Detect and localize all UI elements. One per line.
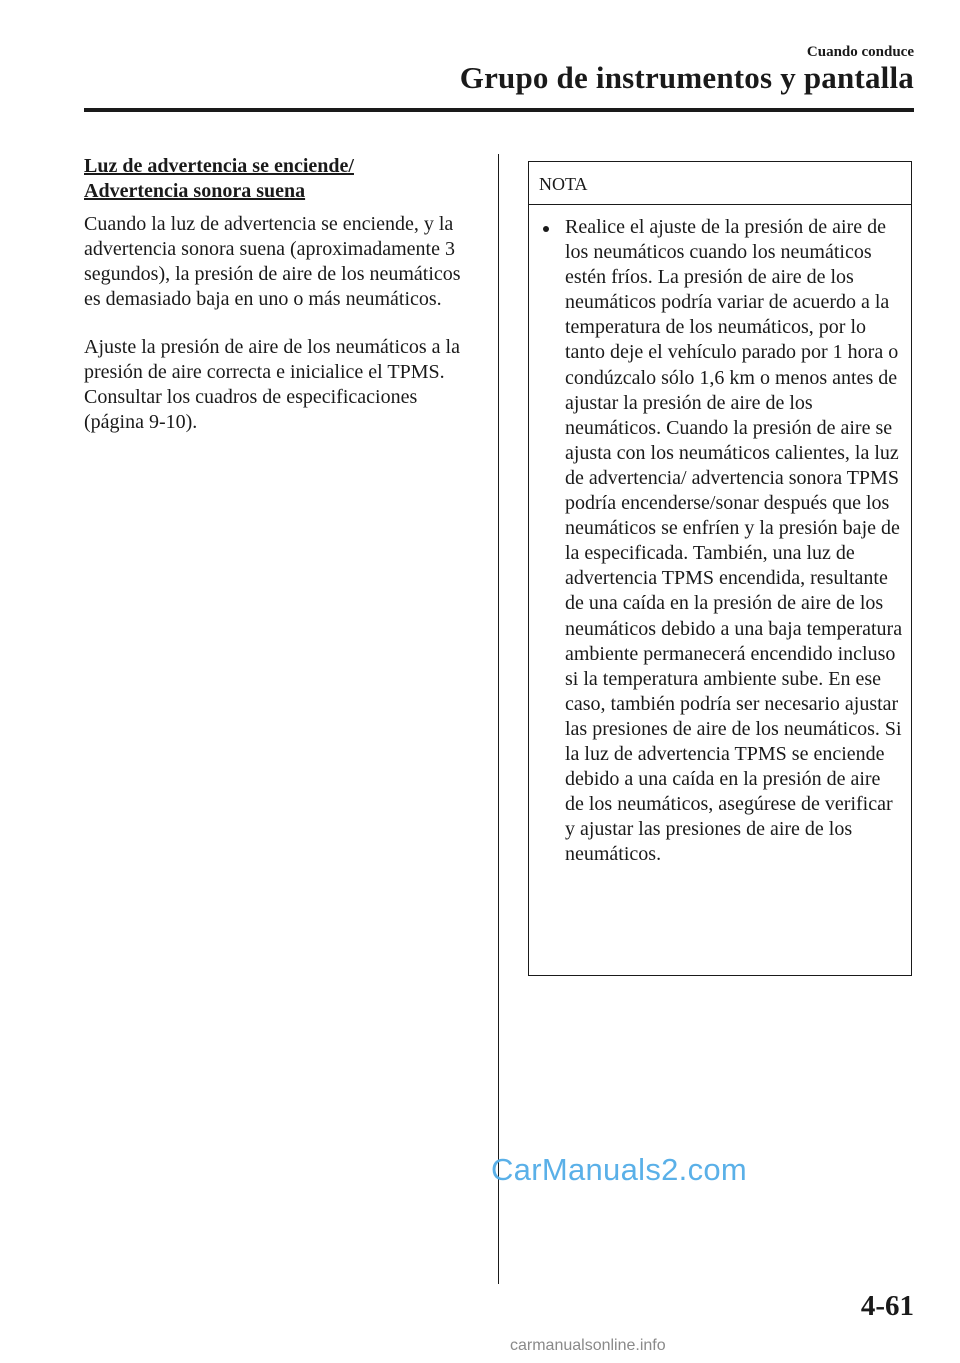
note-item <box>529 205 911 867</box>
left-column <box>84 154 474 458</box>
body-paragraph-1: Cuando la luz de advertencia se enciende, y la advertencia sonora suena (aproximadamente 3 segundos), la presión de aire de los neumáticos es demasiado baja en uno o más neumáticos. <box>84 213 461 310</box>
note-box <box>528 161 912 976</box>
note-label: NOTA <box>529 162 911 205</box>
section-heading-line-2: Advertencia sonora suena <box>84 180 306 202</box>
page-number: 4-61 <box>860 1290 914 1322</box>
column-divider <box>498 154 499 1284</box>
header-divider <box>84 108 914 112</box>
footer-site-text: carmanualsonline.info <box>510 1337 666 1354</box>
page-title: Grupo de instrumentos y pantalla <box>459 60 914 95</box>
bullet-icon <box>543 226 549 232</box>
section-heading <box>84 154 474 204</box>
note-text: Realice el ajuste de la presión de aire de los neumáticos cuando los neumáticos estén fríos. La presión de aire de los neumáticos podría variar de acuerdo a la temperatura de los neumáticos, por lo tanto deje el vehículo parado por 1 hora o condúzcalo sólo 1,6 km o menos antes de ajustar la presión de aire de los neumáticos. Cuando la presión de aire se ajusta con los neumáticos calientes, la luz de advertencia/ advertencia sonora TPMS podría encenderse/sonar después que los neumáticos se enfríen y la presión baje de la especificada. También, una luz de advertencia TPMS encendida, resultante de una caída en la presión de aire de los neumáticos debido a una baja temperatura ambiente permanecerá encendido incluso si la temperatura ambiente sube. En ese caso, también podría ser necesario ajustar las presiones de aire de los neumáticos. Si la luz de advertencia TPMS se enciende debido a una caída en la presión de aire de los neumáticos, asegúrese de verificar y ajustar las presiones de aire de los neumáticos. <box>565 216 903 866</box>
body-paragraph-2: Ajuste la presión de aire de los neumáticos a la presión de aire correcta e inicialice el TPMS. Consultar los cuadros de especificaciones (página 9-10). <box>84 336 460 433</box>
watermark-logo: CarManuals2.com <box>491 1152 748 1187</box>
running-header-section: Cuando conduce <box>806 44 914 60</box>
section-heading-line-1: Luz de advertencia se enciende/ <box>84 155 354 177</box>
